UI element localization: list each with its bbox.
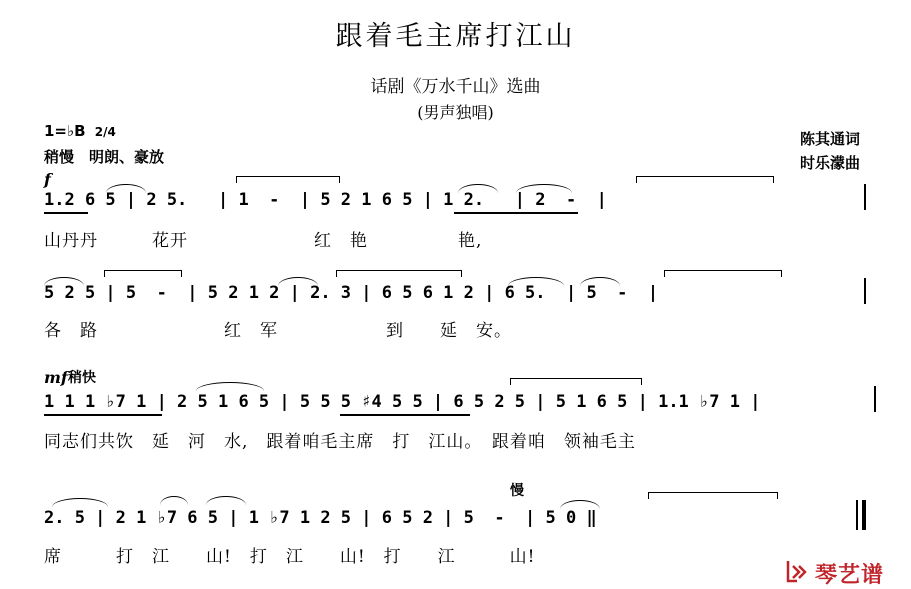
- slur: [44, 277, 84, 286]
- tie: [104, 270, 182, 277]
- notation-line-3: 1 1 1 ♭7 1 | 2 5 1 6 5 | 5 5 5 ♯4 5 5 | 6 5 2 5 | 5 1 6 5 | 1.1 ♭7 1 |: [44, 392, 761, 412]
- notation-line-2: 5 2 5 | 5 - | 5 2 1 2 | 2. 3 | 6 5 6 1 2 | 6 5. | 5 - |: [44, 283, 659, 303]
- tie: [648, 492, 778, 499]
- key-signature: [44, 122, 116, 140]
- lyrics-line-3: 同志们共饮 延 河 水, 跟着咱毛主席 打 江山。 跟着咱 领袖毛主: [44, 432, 636, 452]
- beam-underline: [44, 212, 88, 214]
- slur: [516, 184, 572, 193]
- watermark-logo: [785, 558, 903, 588]
- slur: [560, 500, 600, 509]
- tie: [236, 176, 340, 183]
- song-title: 跟着毛主席打江山: [335, 21, 576, 52]
- slur: [580, 277, 620, 286]
- logo-mark-icon: [785, 558, 811, 584]
- slur: [52, 498, 108, 507]
- notation-line-1: 1.2 6 5 | 2 5. | 1 - | 5 2 1 6 5 | 1 2. | 2 - |: [44, 190, 607, 210]
- slur: [278, 277, 318, 286]
- barline: [864, 278, 866, 304]
- final-barline-thin: [856, 500, 858, 530]
- tie: [664, 270, 782, 277]
- slur: [106, 184, 146, 193]
- tempo-change: 稍快: [68, 370, 96, 386]
- lyrics-line-4: 席 打 江 山! 打 江 山! 打 江 山!: [44, 547, 536, 567]
- slur: [508, 277, 564, 286]
- tempo-change: 慢: [510, 483, 524, 499]
- dynamic-mark: f: [44, 170, 51, 189]
- slur: [196, 382, 264, 391]
- slur: [458, 184, 498, 193]
- performer-note: (男声独唱): [417, 103, 494, 122]
- tempo-mark: 稍慢 明朗、豪放: [44, 148, 165, 166]
- notation-line-4: 2. 5 | 2 1 ♭7 6 5 | 1 ♭7 1 2 5 | 6 5 2 | 5 - | 5 0 ‖: [44, 508, 597, 528]
- slur: [206, 496, 246, 505]
- final-barline: [862, 500, 866, 530]
- barline: [874, 386, 876, 412]
- beam-underline: [454, 212, 578, 214]
- time-signature: 2/4: [94, 125, 116, 139]
- song-subtitle: 话剧《万水千山》选曲: [370, 77, 541, 97]
- watermark-text: 琴艺谱: [815, 563, 885, 588]
- barline: [864, 184, 866, 210]
- lyricist-credit: 陈其通词: [800, 130, 861, 148]
- slur: [160, 496, 188, 505]
- tie: [336, 270, 462, 277]
- tie: [510, 378, 642, 385]
- key-signature-text: 1=♭B: [44, 122, 86, 140]
- lyrics-line-2: 各 路 红 军 到 延 安。: [44, 321, 512, 341]
- beam-underline: [44, 414, 162, 416]
- composer-credit: 时乐濛曲: [800, 154, 861, 172]
- tie: [636, 176, 774, 183]
- lyrics-line-1: 山丹丹 花开 红 艳 艳,: [44, 231, 483, 251]
- beam-underline: [340, 414, 470, 416]
- dynamic-mark: mf: [44, 368, 68, 387]
